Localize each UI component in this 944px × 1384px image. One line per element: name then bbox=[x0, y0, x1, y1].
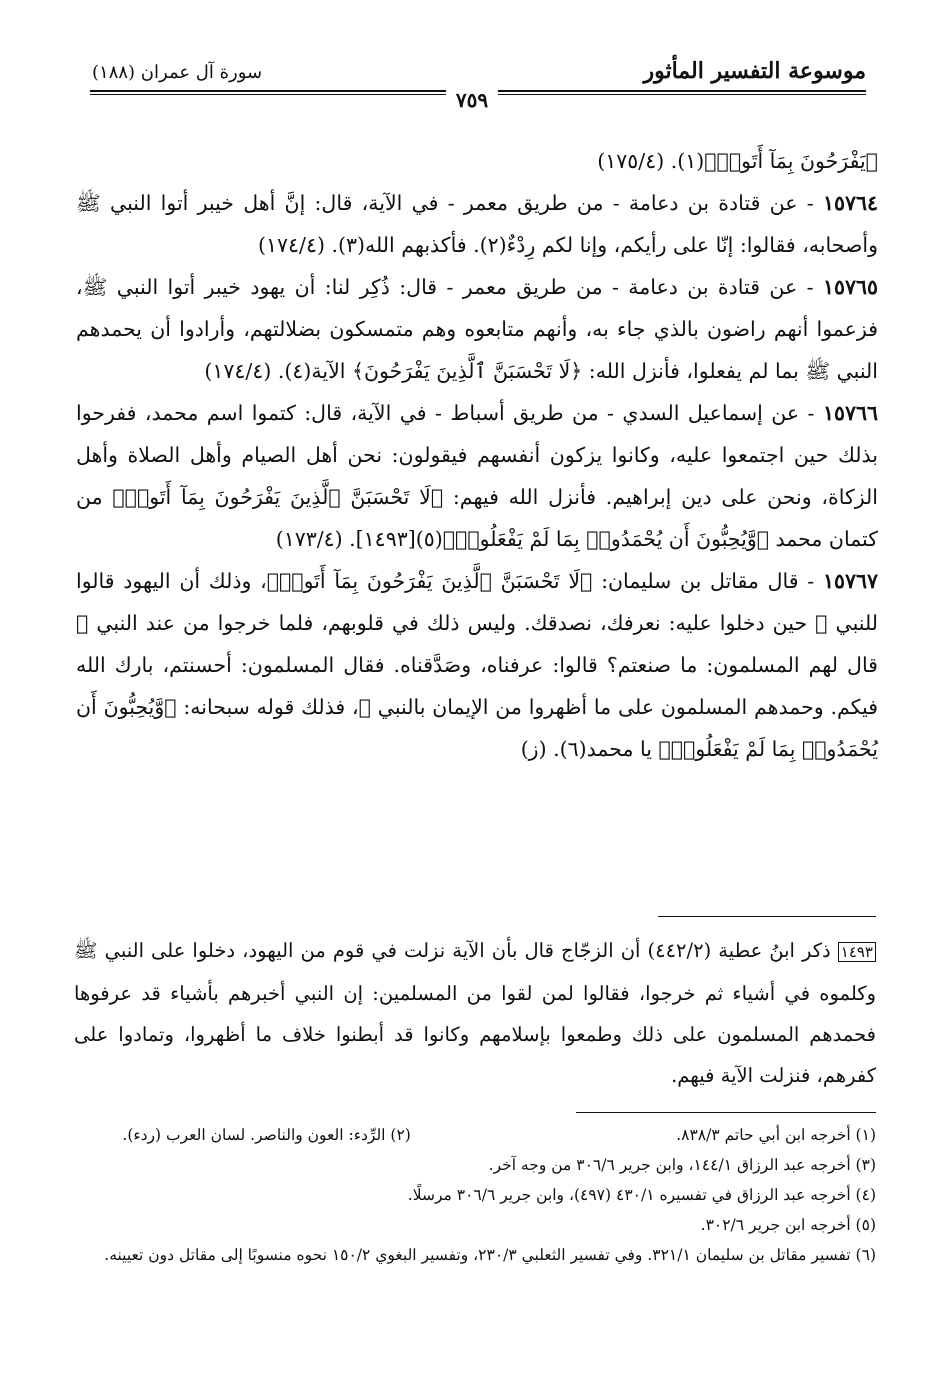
surah-reference: سورة آل عمران (١٨٨) bbox=[92, 62, 263, 83]
report-number: ١٥٧٦٦ bbox=[822, 401, 878, 425]
paragraph bbox=[76, 392, 878, 560]
footnote-separator bbox=[576, 1112, 876, 1113]
paragraph bbox=[76, 182, 878, 266]
footnote-4: (٤) أخرجه عبد الرزاق في تفسيره ٤٣٠/١ (٤٩٧)، وابن جرير ٣٠٦/٦ مرسلًا. bbox=[407, 1186, 876, 1204]
footnotes bbox=[74, 1120, 876, 1270]
page-number: ٧٥٩ bbox=[446, 88, 498, 112]
footnote-2: (٢) الرِّدء: العون والناصر. لسان العرب (ردء). bbox=[122, 1126, 411, 1144]
paragraph-text: ﴿يَفْرَحُونَ بِمَآ أَتَوا۟﴾(١). (١٧٥/٤) bbox=[597, 149, 878, 173]
footnote-1: (١) أخرجه ابن أبي حاتم ٨٣٨/٣. bbox=[676, 1126, 876, 1144]
book-title: موسوعة التفسير المأثور bbox=[643, 58, 866, 84]
paragraph bbox=[76, 140, 878, 182]
main-text bbox=[76, 140, 878, 770]
footnote-3: (٣) أخرجه عبد الرزاق ١٤٤/١، وابن جرير ٣٠٦/٦ من وجه آخر. bbox=[488, 1156, 876, 1174]
paragraph-text: - قال مقاتل بن سليمان: ﴿لَا تَحْسَبَنَّ ٱلَّذِينَ يَفْرَحُونَ بِمَآ أَتَوا۟﴾، وذلك أن اليهود قالوا للنبي ﷺ حين دخلوا عليه: نعرفك، نصدقك. وليس ذلك في قلوبهم، فلما خرجوا من عند النبي ﷺ قال لهم المسلمون: ما صنعتم؟ قالوا: عرفناه، وصَدَّقناه. فقال المسلمون: أحسنتم، بارك الله فيكم. وحمدهم المسلمون على ما أظهروا من الإيمان بالنبي ﷺ، فذلك قوله سبحانه: ﴿وَّيُحِبُّونَ أَن يُحْمَدُوا۟ بِمَا لَمْ يَفْعَلُوا۟﴾ يا محمد(٦). (ز) bbox=[76, 569, 878, 761]
paragraph bbox=[76, 266, 878, 392]
report-number: ١٥٧٦٥ bbox=[822, 275, 878, 299]
footnote-row bbox=[74, 1120, 876, 1150]
page-number-wrap bbox=[0, 88, 944, 112]
footnote-5: (٥) أخرجه ابن جرير ٣٠٢/٦. bbox=[700, 1216, 876, 1234]
footnote-6: (٦) تفسير مقاتل بن سليمان ٣٢١/١. وفي تفسير الثعلبي ٢٣٠/٣، وتفسير البغوي ١٥٠/٢ نحوه منسوبًا إلى مقاتل دون تعيينه. bbox=[104, 1246, 876, 1264]
paragraph-text: - عن إسماعيل السدي - من طريق أسباط - في الآية، قال: كتموا اسم محمد، ففرحوا بذلك حين اجتمعوا عليه، وكانوا يزكون أنفسهم فيقولون: نحن أهل الصيام وأهل الصلاة وأهل الزكاة، ونحن على دين إبراهيم. فأنزل الله فيهم: ﴿لَا تَحْسَبَنَّ ٱلَّذِينَ يَفْرَحُونَ بِمَآ أَتَوا۟﴾ من كتمان محمد ﴿وَّيُحِبُّونَ أَن يُحْمَدُوا۟ بِمَا لَمْ يَفْعَلُوا۟﴾(٥)[١٤٩٣]. (١٧٣/٤) bbox=[76, 401, 878, 551]
report-number: ١٥٧٦٧ bbox=[822, 569, 878, 593]
note-ref-box: ١٤٩٣ bbox=[838, 942, 876, 962]
paragraph-text: - عن قتادة بن دعامة - من طريق معمر - قال: ذُكِر لنا: أن يهود خيبر أتوا النبي ﷺ، فزعموا أنهم راضون بالذي جاء به، وأنهم متابعوه وهم متمسكون بضلالتهم، وأرادوا أن يحمدهم النبي ﷺ بما لم يفعلوا، فأنزل الله: ﴿لَا تَحْسَبَنَّ ٱلَّذِينَ يَفْرَحُونَ﴾ الآية(٤). (١٧٤/٤) bbox=[76, 275, 878, 383]
editor-note bbox=[74, 930, 876, 1096]
note-separator bbox=[658, 916, 876, 917]
paragraph-text: - عن قتادة بن دعامة - من طريق معمر - في الآية، قال: إنَّ أهل خيبر أتوا النبي ﷺ وأصحابه، فقالوا: إنّا على رأيكم، وإنا لكم رِدْءٌ(٢). فأكذبهم الله(٣). (١٧٤/٤) bbox=[76, 191, 878, 257]
paragraph bbox=[76, 560, 878, 770]
report-number: ١٥٧٦٤ bbox=[822, 191, 878, 215]
note-text: ذكر ابنُ عطية (٤٤٢/٢) أن الزجّاج قال بأن الآية نزلت في قوم من اليهود، دخلوا على النبي ﷺ وكلموه في أشياء ثم خرجوا، فقالوا لمن لقوا من المسلمين: إن النبي أخبرهم بأشياء قد عرفوها فحمدهم المسلمون على ذلك وطمعوا بإسلامهم وكانوا قد أبطنوا خلاف ما أظهروا، وتمادوا على كفرهم، فنزلت الآية فيهم. bbox=[74, 939, 876, 1087]
